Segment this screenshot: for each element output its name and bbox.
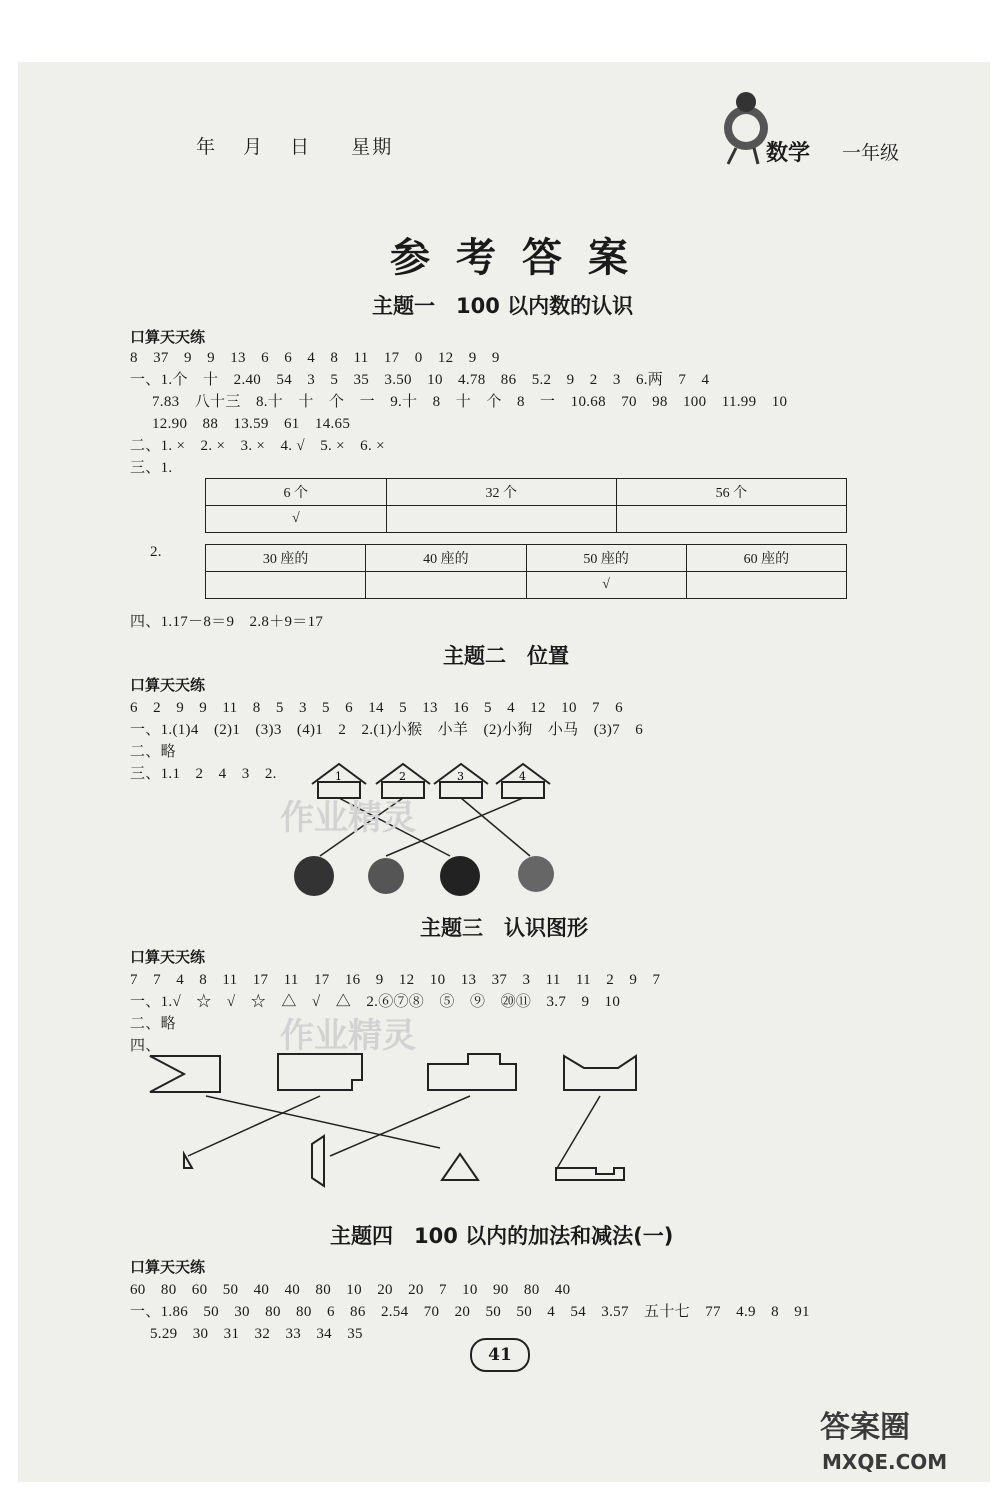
section-4-drill-label: 口算天天练 bbox=[130, 1258, 206, 1276]
table-1-mark: √ bbox=[206, 506, 387, 533]
section-1-drill-label: 口算天天练 bbox=[130, 328, 206, 346]
table-2-header: 50 座的 bbox=[526, 545, 686, 572]
answer-table-2 bbox=[205, 544, 847, 599]
small-triangle-shape bbox=[184, 1154, 192, 1168]
grade-label: 一年级 bbox=[842, 142, 900, 164]
table-2-mark bbox=[686, 572, 846, 599]
section-3-drill: 7 7 4 8 11 17 11 17 16 9 12 10 13 37 3 11 11 2 9 7 bbox=[130, 972, 661, 988]
section-1-q1-line-3: 12.90 88 13.59 61 14.65 bbox=[152, 416, 351, 432]
table-1-mark bbox=[616, 506, 846, 533]
matching-lines bbox=[188, 1096, 600, 1170]
watermark-corner: 答案圈 bbox=[820, 1410, 910, 1445]
house-number: 2 bbox=[399, 770, 406, 783]
rectangle-missing-corner-shape bbox=[278, 1054, 362, 1090]
section-4-q1-line-1: 一、1.86 50 30 80 80 6 86 2.54 70 20 50 50 4 54 3.57 五十七 77 4.9 8 91 bbox=[130, 1304, 810, 1320]
page-title: 参考答案 bbox=[390, 234, 654, 281]
watermark-center-lower: 作业精灵 bbox=[280, 1016, 416, 1056]
section-1-title: 主题一 100 以内数的认识 bbox=[372, 294, 634, 318]
section-4-q1-line-2: 5.29 30 31 32 33 34 35 bbox=[150, 1326, 363, 1342]
section-3-q2: 二、略 bbox=[130, 1016, 176, 1032]
section-2-title: 主题二 位置 bbox=[443, 644, 569, 668]
house-number: 1 bbox=[335, 770, 342, 783]
section-2-drill-label: 口算天天练 bbox=[130, 676, 206, 694]
watermark-center: 作业精灵 bbox=[280, 798, 416, 838]
section-1-q1-line-1: 一、1.个 十 2.40 54 3 5 35 3.50 10 4.78 86 5.2 9 2 3 6.两 7 4 bbox=[130, 372, 710, 388]
section-3-title: 主题三 认识图形 bbox=[420, 916, 588, 940]
bird-icon bbox=[368, 858, 404, 894]
house-number: 3 bbox=[457, 770, 464, 783]
section-1-q4: 四、1.17－8＝9 2.8＋9＝17 bbox=[130, 614, 324, 630]
table-1-header: 56 个 bbox=[616, 479, 846, 506]
table-1-mark bbox=[386, 506, 616, 533]
section-3-q4: 四、 bbox=[130, 1038, 161, 1054]
mascot-icon bbox=[718, 88, 772, 168]
stepped-rectangle-shape bbox=[428, 1054, 516, 1090]
table-1-header: 32 个 bbox=[386, 479, 616, 506]
section-3-q1: 一、1.√ ☆ √ ☆ △ √ △ 2.⑥⑦⑧ ⑤ ⑨ ⑳⑪ 3.7 9 10 bbox=[130, 994, 621, 1010]
section-2-q3: 三、1.1 2 4 3 2. bbox=[130, 766, 277, 782]
table-2-mark bbox=[206, 572, 366, 599]
section-1-q3-2-label: 2. bbox=[150, 544, 162, 560]
date-year: 年 bbox=[196, 136, 218, 158]
notched-bar-shape bbox=[556, 1168, 624, 1180]
date-line bbox=[196, 132, 411, 159]
section-3-drill-label: 口算天天练 bbox=[130, 948, 206, 966]
date-weekday: 星期 bbox=[351, 136, 394, 158]
section-2-drill: 6 2 9 9 11 8 5 3 5 6 14 5 13 16 5 4 12 10 7 6 bbox=[130, 700, 623, 716]
shape-matching-figure bbox=[140, 1050, 660, 1190]
house-number: 4 bbox=[519, 770, 526, 783]
frog-icon bbox=[294, 856, 334, 896]
section-2-q2: 二、略 bbox=[130, 744, 176, 760]
date-month: 月 bbox=[243, 136, 265, 158]
section-2-q1: 一、1.(1)4 (2)1 (3)3 (4)1 2 2.(1)小猴 小羊 (2)小狗 小马 (3)7 6 bbox=[130, 722, 644, 738]
cut-corner-rectangle-shape bbox=[564, 1056, 636, 1090]
section-4-title: 主题四 100 以内的加法和减法(一) bbox=[330, 1224, 674, 1248]
table-1-header: 6 个 bbox=[206, 479, 387, 506]
date-day: 日 bbox=[290, 136, 312, 158]
section-4-drill: 60 80 60 50 40 40 80 10 20 20 7 10 90 80 40 bbox=[130, 1282, 571, 1298]
table-2-header: 60 座的 bbox=[686, 545, 846, 572]
watermark-url: MXQE.COM bbox=[822, 1450, 948, 1474]
cat-icon bbox=[518, 856, 554, 892]
section-1-q1-line-2: 7.83 八十三 8.十 十 个 一 9.十 8 十 个 8 一 10.68 70 98 100 11.99 10 bbox=[152, 394, 788, 410]
table-2-mark bbox=[366, 572, 526, 599]
squirrel-icon bbox=[440, 856, 480, 896]
table-2-header: 30 座的 bbox=[206, 545, 366, 572]
section-1-drill: 8 37 9 9 13 6 6 4 8 11 17 0 12 9 9 bbox=[130, 350, 500, 366]
answer-table-1 bbox=[205, 478, 847, 533]
subject-label: 数学 bbox=[766, 141, 811, 166]
table-2-mark: √ bbox=[526, 572, 686, 599]
page-number: 41 bbox=[470, 1338, 530, 1372]
notched-rectangle-shape bbox=[150, 1056, 220, 1092]
section-1-q3-label: 三、1. bbox=[130, 460, 173, 476]
triangle-shape bbox=[442, 1154, 478, 1180]
table-2-header: 40 座的 bbox=[366, 545, 526, 572]
trapezoid-shape bbox=[312, 1136, 324, 1186]
section-1-q2: 二、1. × 2. × 3. × 4. √ 5. × 6. × bbox=[130, 438, 385, 454]
